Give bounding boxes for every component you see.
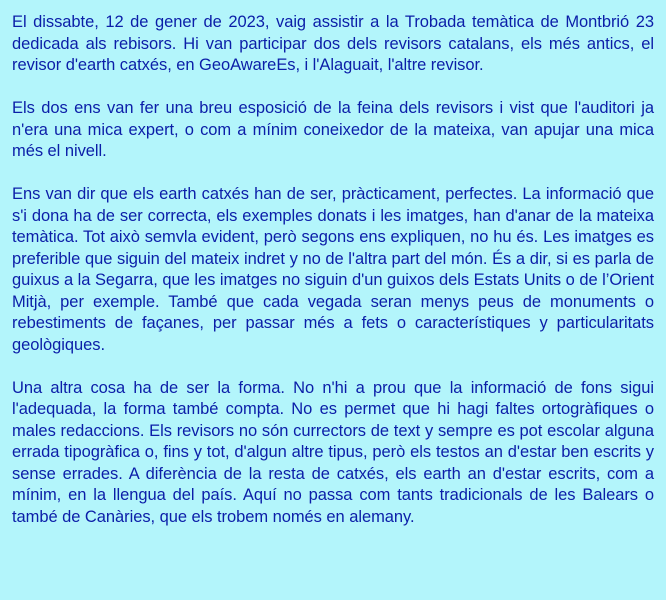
paragraph-3: Ens van dir que els earth catxés han de ser, pràcticament, perfectes. La informació que s'i dona ha de ser correcta, els exemples donats i les imatges, han d'anar de la mateixa temàtica. Tot això semvla evident, però segons ens expliquen, no hu és. Les imatges es preferible que siguin del mateix indret y no de l'altra part del món. És a dir, si es parla de guixus a la Segarra, que les imatges no siguin d'un guixos dels Estats Units o de l’Orient Mitjà, per exemple. També que cada vegada seran menys peus de monuments o rebestiments de façanes, per passar més a fets o característiques y particularitats geològiques. (12, 185, 654, 354)
paragraph-2: Els dos ens van fer una breu esposició de la feina dels revisors i vist que l'auditori ja n'era una mica expert, o com a mínim coneixedor de la mateixa, van apujar una mica més el nivell. (12, 99, 654, 160)
paragraph-4: Una altra cosa ha de ser la forma. No n'hi a prou que la informació de fons sigui l'adequada, la forma també compta. No es permet que hi hagi faltes ortogràfiques o males redaccions. Els revisors no són currectors de text y sempre es pot escolar alguna errada tipogràfica o, fins y tot, d'algun altre tipus, però els testos an d'estar ben escrits y sense errades. A diferència de la resta de catxés, els earth an d'estar escrits, com a mínim, en la llengua del país. Aquí no passa com tants tradicionals de les Balears o també de Canàries, que els trobem només en alemany. (12, 378, 654, 526)
paragraph-1: El dissabte, 12 de gener de 2023, vaig assistir a la Trobada temàtica de Montbrió 23 dedicada als rebisors. Hi van participar dos dels revisors catalans, els més antics, el revisor d'earth catxés, en GeoAwareEs, i l'Alaguait, l'altre revisor. (12, 13, 654, 74)
